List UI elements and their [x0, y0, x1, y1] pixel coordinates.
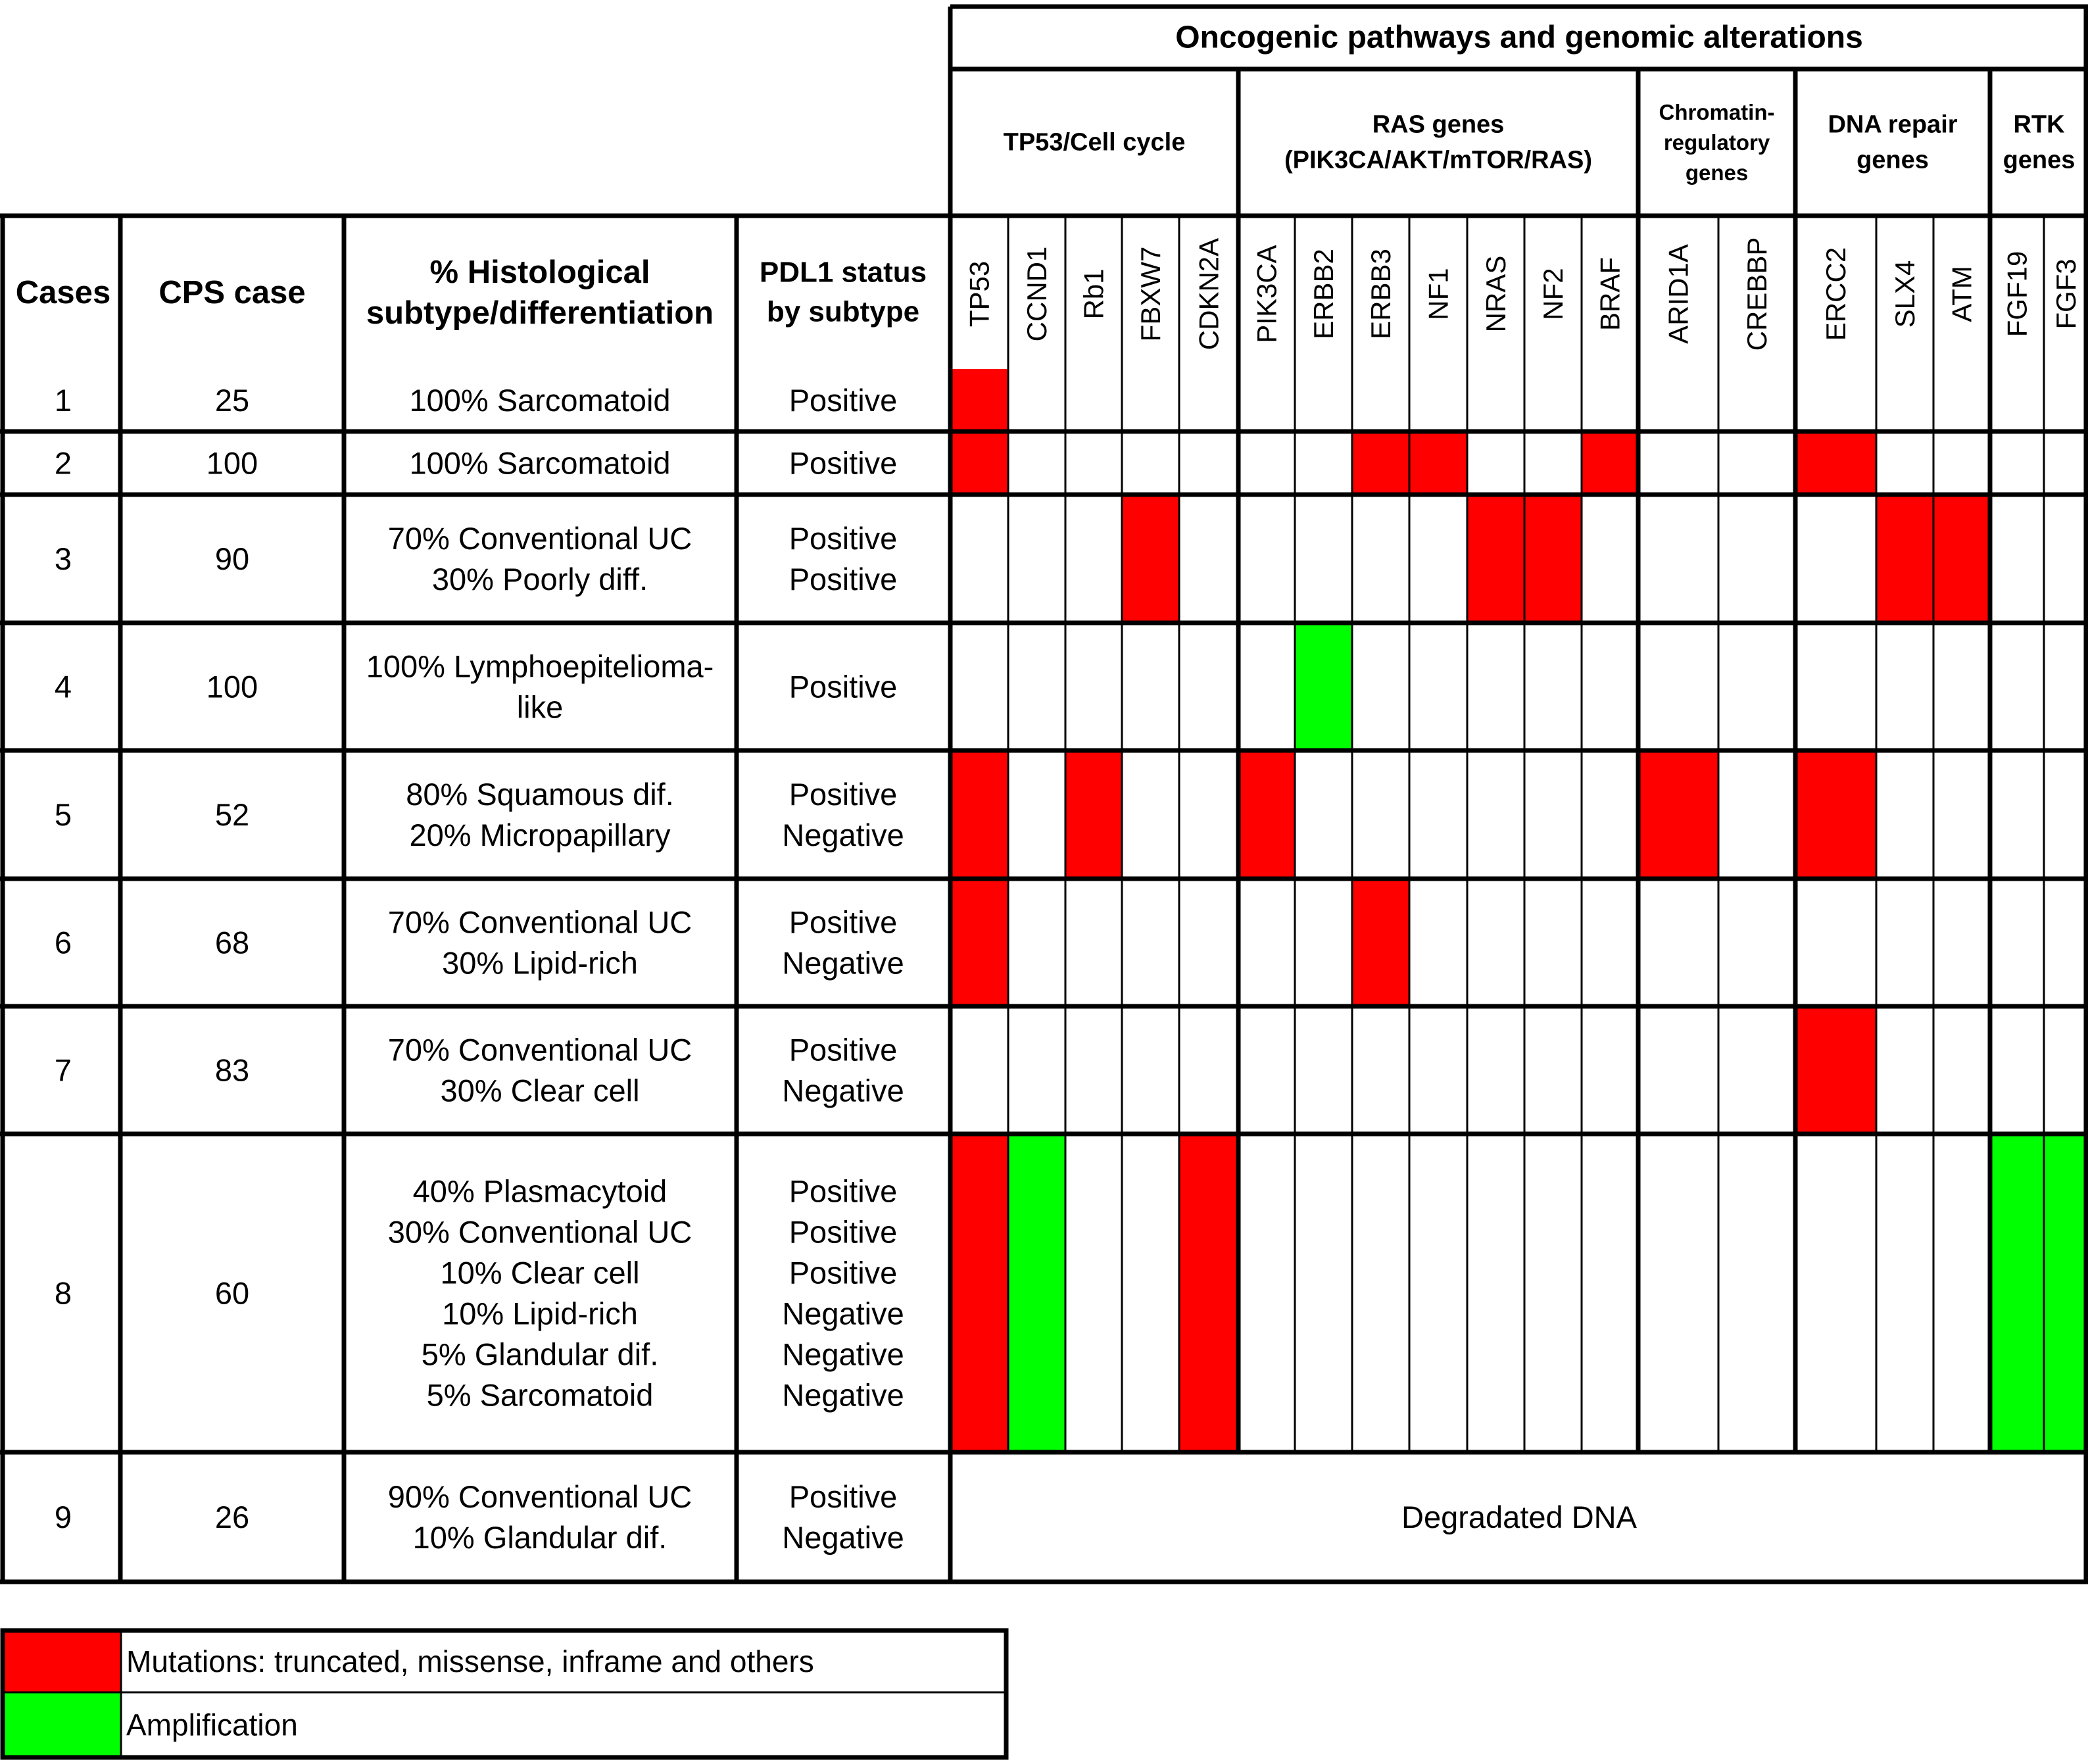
gene-label-braf: BRAF: [1594, 257, 1626, 331]
legend: [3, 1630, 1006, 1757]
histology-header-line1: % Histological: [429, 255, 650, 290]
gene-label-crebbp: CREBBP: [1741, 237, 1772, 351]
histology-header-line2: subtype/differentiation: [366, 295, 714, 331]
mutation-cell-3-nf2: [1524, 495, 1582, 623]
histology-line: 5% Glandular dif.: [421, 1336, 659, 1372]
pdl1-status: Positive: [789, 383, 898, 418]
group-label: RTK: [2013, 110, 2065, 139]
case-number: 1: [54, 383, 72, 418]
pdl1-status: Positive: [789, 521, 898, 556]
pdl1-header-line1: PDL1 status: [759, 256, 927, 289]
group-label: RAS genes: [1372, 110, 1505, 139]
mutation-cell-8-cdkn2a: [1179, 1134, 1238, 1452]
group-label: genes: [1857, 146, 1929, 174]
gene-label-slx4: SLX4: [1889, 260, 1920, 328]
mutation-cell-5-rb1: [1065, 750, 1122, 879]
pdl1-status: Positive: [789, 1173, 898, 1209]
gene-label-atm: ATM: [1946, 266, 1978, 322]
mutation-cell-2-tp53: [950, 431, 1008, 495]
case-number: 8: [54, 1275, 72, 1311]
pdl1-status: Negative: [782, 1377, 904, 1413]
histology-line: 10% Lipid-rich: [442, 1296, 638, 1331]
histology-line: 30% Conventional UC: [387, 1214, 692, 1250]
group-label: Chromatin-: [1659, 100, 1775, 124]
amplification-cell-4-erbb2: [1295, 623, 1352, 750]
cps-value: 100: [206, 445, 258, 481]
case-number: 4: [54, 669, 72, 704]
histology-line: 100% Lymphoepitelioma-: [366, 649, 714, 684]
gene-label-erbb2: ERBB2: [1308, 249, 1339, 339]
pdl1-status: Positive: [789, 669, 898, 704]
histology-line: 70% Conventional UC: [387, 1032, 692, 1067]
case-number: 7: [54, 1052, 72, 1088]
group-label: regulatory: [1663, 130, 1770, 155]
group-label: TP53/Cell cycle: [1003, 128, 1186, 157]
mutation-cell-8-tp53: [950, 1134, 1008, 1452]
case-number: 3: [54, 541, 72, 576]
histology-line: 5% Sarcomatoid: [426, 1377, 654, 1413]
cps-value: 25: [214, 383, 250, 418]
gene-label-fgf3: FGF3: [2051, 258, 2081, 330]
amplification-cell-8-ccnd1: [1008, 1134, 1065, 1452]
mutation-cell-3-fbxw7: [1122, 495, 1179, 623]
mutation-cell-2-braf: [1582, 431, 1638, 495]
histology-line: 70% Conventional UC: [387, 521, 692, 556]
legend-label-amplification: Amplification: [126, 1707, 298, 1742]
mutation-cell-3-nras: [1467, 495, 1524, 623]
cases-header: Cases: [15, 275, 111, 310]
mutation-cell-1-tp53: [950, 369, 1008, 431]
histology-line: 90% Conventional UC: [387, 1479, 692, 1514]
cps-value: 90: [214, 541, 250, 576]
histology-line: 100% Sarcomatoid: [409, 445, 671, 481]
cps-value: 52: [214, 797, 250, 832]
cps-value: 100: [206, 669, 258, 704]
cps-header: CPS case: [158, 275, 306, 310]
histology-line: 80% Squamous dif.: [406, 777, 674, 812]
case-number: 2: [54, 445, 72, 481]
group-label: genes: [2003, 146, 2076, 174]
group-label: (PIK3CA/AKT/mTOR/RAS): [1284, 146, 1592, 174]
mutation-cell-5-pik3ca: [1238, 750, 1295, 879]
pdl1-status: Positive: [789, 1032, 898, 1067]
group-label: DNA repair: [1828, 110, 1958, 139]
histology-line: 40% Plasmacytoid: [412, 1173, 668, 1209]
mutation-cell-7-ercc2: [1795, 1006, 1876, 1134]
gene-label-pik3ca: PIK3CA: [1251, 245, 1282, 343]
legend-swatch-mutation: [3, 1630, 121, 1692]
pdl1-status: Negative: [782, 1336, 904, 1372]
amplification-cell-8-fgf19: [1990, 1134, 2044, 1452]
mutation-cell-5-ercc2: [1795, 750, 1876, 879]
legend-label-mutation: Mutations: truncated, missense, inframe and others: [126, 1644, 814, 1678]
gene-label-cdkn2a: CDKN2A: [1193, 237, 1225, 351]
histology-line: 30% Clear cell: [440, 1073, 640, 1108]
legend-swatch-amplification: [3, 1692, 121, 1757]
gene-label-rb1: Rb1: [1078, 268, 1109, 320]
gene-label-tp53: TP53: [963, 260, 995, 328]
mutation-cell-5-tp53: [950, 750, 1008, 879]
histology-line: 20% Micropapillary: [409, 818, 671, 852]
gene-label-erbb3: ERBB3: [1365, 249, 1396, 339]
pdl1-status: Positive: [789, 1255, 898, 1290]
pdl1-status: Positive: [789, 445, 898, 481]
gene-label-ercc2: ERCC2: [1820, 247, 1851, 341]
degraded-dna-note: Degradated DNA: [1401, 1500, 1637, 1534]
mutation-cell-2-erbb3: [1352, 431, 1409, 495]
cps-value: 83: [214, 1052, 250, 1088]
pdl1-status: Positive: [789, 1479, 898, 1514]
gene-label-nras: NRAS: [1480, 255, 1511, 333]
mutation-cell-3-slx4: [1876, 495, 1933, 623]
histology-line: 70% Conventional UC: [387, 904, 692, 940]
mutation-cell-2-ercc2: [1795, 431, 1876, 495]
gene-label-nf1: NF1: [1422, 268, 1454, 320]
cps-value: 68: [214, 925, 250, 960]
pdl1-status: Positive: [789, 562, 898, 597]
gene-label-arid1a: ARID1A: [1663, 244, 1694, 344]
pdl1-status: Negative: [782, 1073, 904, 1108]
case-number: 5: [54, 797, 72, 832]
mutation-cell-3-atm: [1933, 495, 1990, 623]
mutation-cell-6-tp53: [950, 879, 1008, 1006]
mutation-cell-6-erbb3: [1352, 879, 1409, 1006]
case-number: 6: [54, 925, 72, 960]
cps-value: 26: [214, 1500, 250, 1534]
histology-line: 10% Glandular dif.: [412, 1520, 668, 1555]
pdl1-status: Positive: [789, 777, 898, 812]
cps-value: 60: [214, 1275, 250, 1311]
histology-line: like: [516, 689, 564, 725]
pdl1-status: Negative: [782, 818, 904, 852]
group-label: genes: [1685, 160, 1749, 185]
figure-title: Oncogenic pathways and genomic alterations: [1175, 20, 1863, 55]
pdl1-status: Positive: [789, 904, 898, 940]
gene-label-nf2: NF2: [1538, 268, 1568, 320]
histology-line: 100% Sarcomatoid: [409, 383, 671, 418]
case-number: 9: [54, 1500, 72, 1534]
gene-label-fgf19: FGF19: [2001, 251, 2033, 337]
pdl1-status: Negative: [782, 1520, 904, 1555]
pdl1-header-line2: by subtype: [766, 295, 920, 328]
histology-line: 10% Clear cell: [440, 1255, 640, 1290]
gene-label-ccnd1: CCND1: [1021, 246, 1052, 342]
mutation-cell-2-nf1: [1409, 431, 1467, 495]
pdl1-status: Negative: [782, 945, 904, 981]
histology-line: 30% Lipid-rich: [442, 945, 638, 981]
gene-label-fbxw7: FBXW7: [1135, 246, 1166, 342]
histology-line: 30% Poorly diff.: [431, 562, 648, 597]
amplification-cell-8-fgf3: [2044, 1134, 2088, 1452]
pdl1-status: Negative: [782, 1296, 904, 1331]
pdl1-status: Positive: [789, 1214, 898, 1250]
mutation-cell-5-arid1a: [1638, 750, 1718, 879]
